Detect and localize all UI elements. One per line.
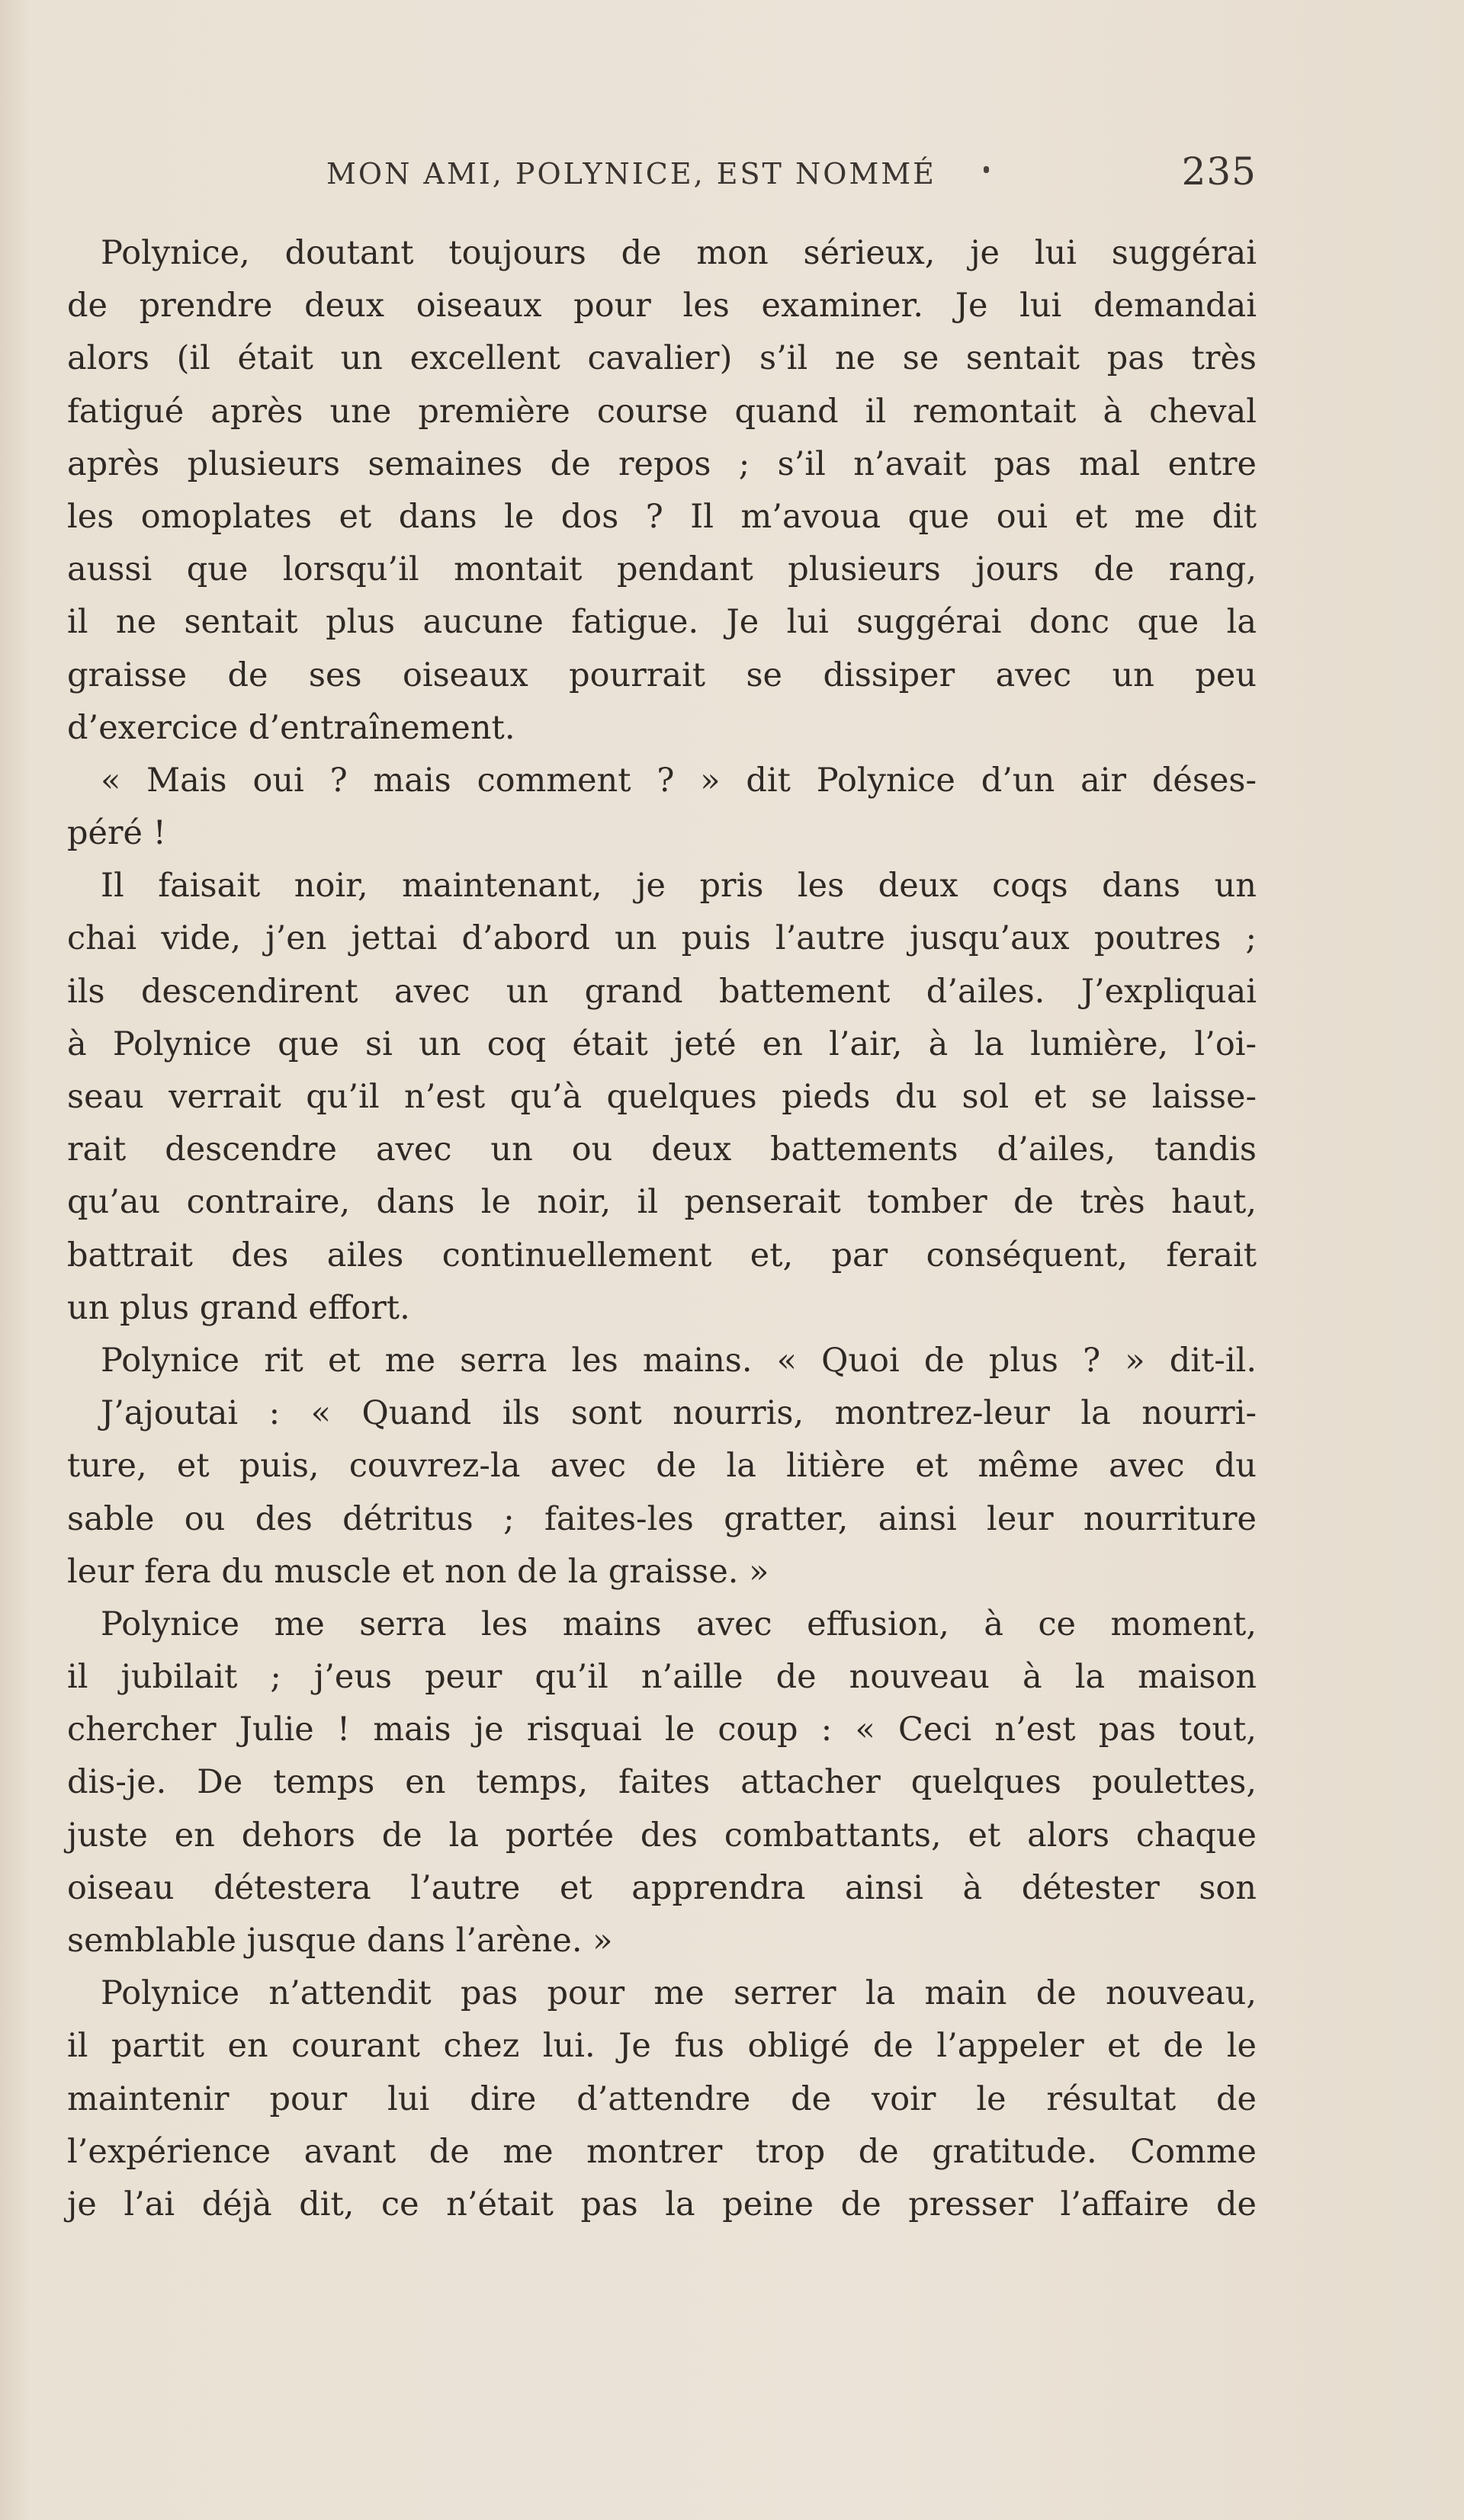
running-head: MON AMI, POLYNICE, EST NOMMÉ (326, 157, 936, 191)
text-line: ils descendirent avec un grand battement d’ailes. J’expliquai (67, 972, 1257, 1011)
text-line: à Polynice que si un coq était jeté en l’air, à la lumière, l’oi- (67, 1024, 1257, 1063)
text-line: Polynice me serra les mains avec effusion, à ce moment, (101, 1605, 1257, 1643)
text-line: aussi que lorsqu’il montait pendant plusieurs jours de rang, (67, 550, 1257, 589)
text-line: rait descendre avec un ou deux battements d’ailes, tandis (67, 1130, 1257, 1169)
text-line: après plusieurs semaines de repos ; s’il n’avait pas mal entre (67, 444, 1257, 483)
page-number: 235 (1181, 149, 1257, 194)
text-line: battrait des ailes continuellement et, par conséquent, ferait (67, 1236, 1257, 1274)
text-line: chai vide, j’en jettai d’abord un puis l’autre jusqu’aux poutres ; (67, 919, 1257, 958)
text-line: « Mais oui ? mais comment ? » dit Polynice d’un air déses- (101, 761, 1257, 800)
page-header (326, 149, 1257, 210)
text-line: maintenir pour lui dire d’attendre de voir le résultat de (67, 2079, 1257, 2118)
text-line: Polynice, doutant toujours de mon sérieux, je lui suggérai (101, 234, 1257, 272)
text-line: fatigué après une première course quand il remontait à cheval (67, 392, 1257, 431)
text-line: juste en dehors de la portée des combattants, et alors chaque (67, 1816, 1257, 1855)
text-line: graisse de ses oiseaux pourrait se dissiper avec un peu (67, 656, 1257, 694)
text-line: un plus grand effort. (67, 1288, 410, 1327)
text-line: il partit en courant chez lui. Je fus obligé de l’appeler et de le (67, 2027, 1257, 2066)
text-line: Polynice rit et me serra les mains. « Quoi de plus ? » dit-il. (101, 1341, 1257, 1380)
text-line: l’expérience avant de me montrer trop de gratitude. Comme (67, 2132, 1257, 2171)
text-line: ture, et puis, couvrez-la avec de la litière et même avec du (67, 1447, 1257, 1486)
text-line: péré ! (67, 814, 166, 853)
text-line: sable ou des détritus ; faites-les gratter, ainsi leur nourriture (67, 1499, 1257, 1538)
text-line: J’ajoutai : « Quand ils sont nourris, montrez-leur la nourri- (101, 1394, 1257, 1433)
text-line: je l’ai déjà dit, ce n’était pas la peine de presser l’affaire de (67, 2185, 1257, 2223)
text-line: dis-je. De temps en temps, faites attacher quelques poulettes, (67, 1763, 1257, 1802)
text-line: Il faisait noir, maintenant, je pris les deux coqs dans un (101, 867, 1257, 906)
text-line: semblable jusque dans l’arène. » (67, 1922, 613, 1960)
text-line: oiseau détestera l’autre et apprendra ainsi à détester son (67, 1868, 1257, 1907)
header-dot-mark (984, 166, 989, 173)
text-line: les omoplates et dans le dos ? Il m’avoua que oui et me dit (67, 497, 1257, 536)
text-line: de prendre deux oiseaux pour les examiner. Je lui demandai (67, 287, 1257, 325)
text-line: d’exercice d’entraînement. (67, 708, 515, 747)
text-line: qu’au contraire, dans le noir, il penserait tomber de très haut, (67, 1183, 1257, 1222)
text-line: alors (il était un excellent cavalier) s’il ne se sentait pas très (67, 339, 1257, 378)
text-line: leur fera du muscle et non de la graisse. » (67, 1552, 769, 1591)
text-line: il ne sentait plus aucune fatigue. Je lui suggérai donc que la (67, 603, 1257, 642)
text-line: chercher Julie ! mais je risquai le coup : « Ceci n’est pas tout, (67, 1710, 1257, 1749)
body-text (67, 227, 1257, 2231)
text-line: il jubilait ; j’eus peur qu’il n’aille de nouveau à la maison (67, 1658, 1257, 1697)
text-line: seau verrait qu’il n’est qu’à quelques pieds du sol et se laisse- (67, 1078, 1257, 1116)
text-line: Polynice n’attendit pas pour me serrer la main de nouveau, (101, 1974, 1257, 2013)
